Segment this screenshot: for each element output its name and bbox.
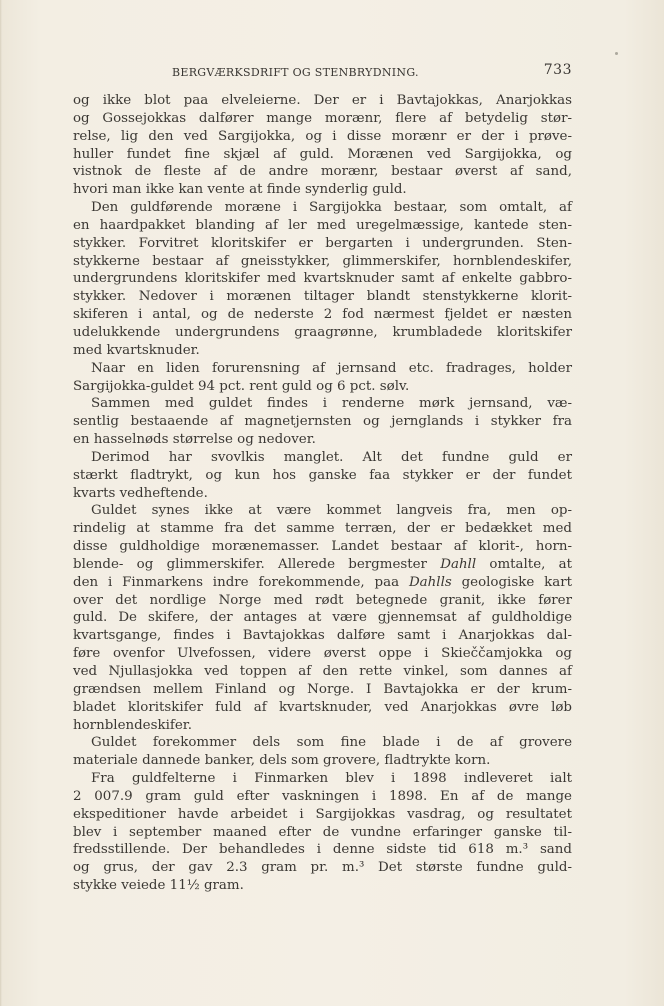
text-line: Guldet forekommer dels som fine blade i de af grovere [91,735,572,751]
text-line: 2 007.9 gram guld efter vaskningen i 1898. En af de mange [73,788,572,804]
text-segment: den i Finmarkens indre forekommende, paa [73,574,409,590]
text-line-with-italic [73,556,572,574]
text-line: en hasselnøds størrelse og nedover. [73,432,316,448]
running-head: BERGVÆRKSDRIFT OG STENBRYDNING. [172,66,419,79]
text-line: rindelig at stamme fra det samme terræn, der er bedækket med [73,521,572,537]
text-line: ved Njullasjokka ved toppen af den rette vinkel, som dannes af [73,664,572,679]
text-line: stærkt fladtrykt, og kun hos ganske faa stykker er der fundet [73,467,572,483]
text-line: hornblendeskifer. [73,717,192,733]
text-line: sentlig bestaaende af magnetjernsten og jernglands i stykker fra [73,414,572,430]
text-line: og Gossejokkas dalfører mange morænr, flere af betydelig stør- [73,110,572,126]
text-line: relse, lig den ved Sargijokka, og i disse morænr er der i prøve- [73,128,572,144]
text-segment: blende- og glimmerskifer. Allerede bergmester [73,556,441,572]
text-line: skiferen i antal, og de nederste 2 fod nærmest fjeldet er næsten [73,307,572,323]
text-line: Naar en liden forurensning af jernsand etc. fradrages, holder [91,360,572,376]
text-line: grændsen mellem Finland og Norge. I Bavtajokka er der krum- [73,681,572,697]
text-line: vistnok de fleste af de andre morænr, bestaar øverst af sand, [73,164,572,180]
text-line: og ikke blot paa elveleierne. Der er i Bavtajokkas, Anarjokkas [73,93,572,108]
page-edge-shadow [0,0,2,1006]
text-segment: omtalte, at [476,556,572,572]
text-line: blev i september maaned efter de vundne erfaringer ganske til- [73,824,572,840]
text-segment: geologiske kart [451,574,572,590]
text-line: Sargijokka-guldet 94 pct. rent guld og 6 pct. sølv. [73,378,410,394]
text-line: hvori man ikke kan vente at finde synderlig guld. [73,182,407,198]
text-line: udelukkende undergrundens graagrønne, krumbladede kloritskifer [73,324,572,340]
text-line-with-italic [73,574,572,592]
text-line: en haardpakket blanding af ler med uregelmæssige, kantede sten- [73,217,572,233]
text-line: fredsstillende. Der behandledes i denne sidste tid 618 m.³ sand [73,842,572,858]
text-line: stykke veiede 11½ gram. [73,878,244,894]
text-line: Den guldførende moræne i Sargijokka bestaar, som omtalt, af [91,200,572,216]
text-line: ekspeditioner havde arbeidet i Sargijokkas vasdrag, og resultatet [73,806,572,822]
text-line: huller fundet fine skjæl af guld. Morænen ved Sargijokka, og [73,146,572,162]
italic-name: Dahlls [408,574,452,590]
text-line: disse guldholdige morænemasser. Landet bestaar af klorit-, horn- [73,539,572,555]
text-line: Sammen med guldet findes i renderne mørk jernsand, væ- [91,396,572,412]
text-line: Fra guldfelterne i Finmarken blev i 1898 indleveret ialt [91,771,572,787]
text-line: føre ovenfor Ulvefossen, videre øverst oppe i Skieččamjokka og [73,646,572,662]
text-line: med kvartsknuder. [73,342,200,358]
text-line: stykker. Nedover i morænen tiltager blandt stenstykkerne klorit- [73,289,572,305]
text-line: og grus, der gav 2.3 gram pr. m.³ Det største fundne guld- [73,860,572,876]
text-line: bladet kloritskifer fuld af kvartsknuder, ved Anarjokkas øvre løb [73,699,572,715]
text-line: undergrundens kloritskifer med kvartsknuder samt af enkelte gabbro- [73,271,572,287]
text-line: stykker. Forvitret kloritskifer er bergarten i undergrunden. Sten- [73,235,572,251]
text-line: guld. De skifere, der antages at være gjennemsat af guldholdige [73,610,572,626]
text-line: Derimod har svovlkis manglet. Alt det fundne guld er [91,449,572,465]
page-number: 733 [543,62,572,78]
italic-name: Dahll [440,556,477,572]
paper-speck [615,52,618,55]
text-line: kvarts vedheftende. [73,485,208,501]
text-line: over det nordlige Norge med rødt betegnede granit, ikke fører [73,592,572,608]
text-line: stykkerne bestaar af gneisstykker, glimmerskifer, hornblendeskifer, [73,253,572,269]
text-line: materiale dannede banker, dels som grovere, fladtrykte korn. [73,753,491,769]
body-text [73,92,572,895]
text-line: kvartsgange, findes i Bavtajokkas dalføre samt i Anarjokkas dal- [73,628,572,644]
page-header [172,62,572,82]
text-line: Guldet synes ikke at være kommet langveis fra, men op- [91,503,572,519]
